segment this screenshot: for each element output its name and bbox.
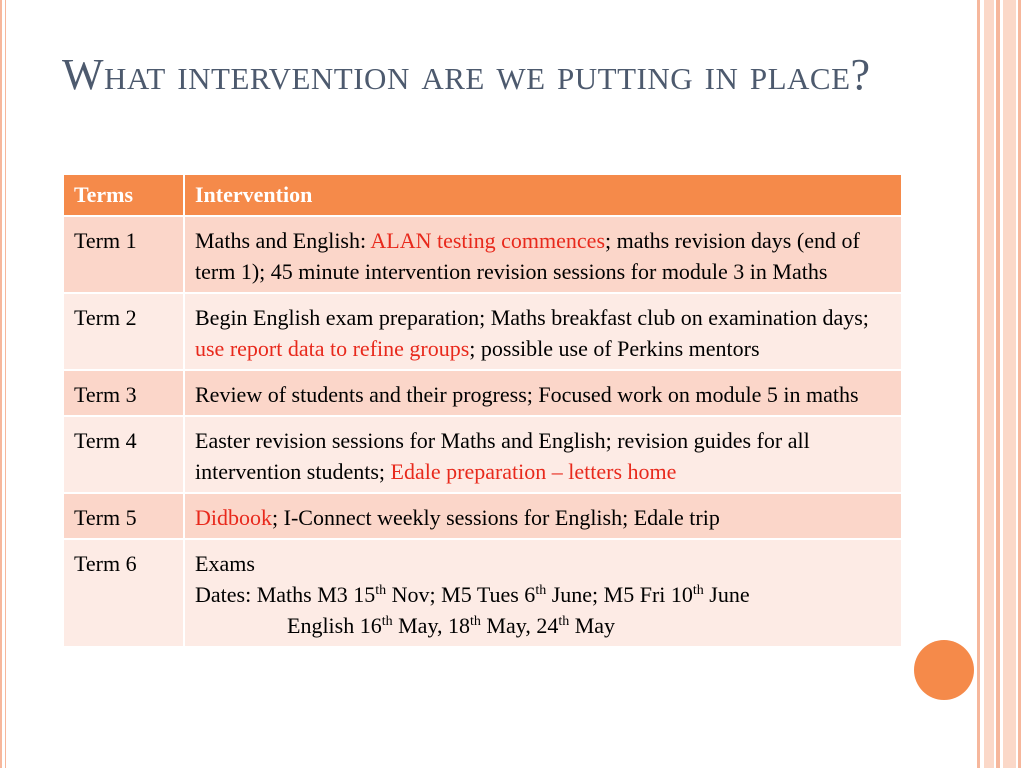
table-row bbox=[64, 493, 901, 539]
text-segment: English 16 bbox=[287, 613, 382, 638]
term-cell: Term 1 bbox=[64, 216, 184, 293]
text-segment: ; maths revision days (end of term 1); 45 minute intervention revision sessions for module 3 in Maths bbox=[195, 228, 860, 284]
text-segment: Dates: Maths M3 15 bbox=[195, 582, 376, 607]
right-stripe bbox=[996, 0, 1000, 768]
text-segment: ; possible use of Perkins mentors bbox=[469, 336, 760, 361]
table-row bbox=[64, 216, 901, 293]
term-cell: Term 5 bbox=[64, 493, 184, 539]
intervention-cell bbox=[184, 293, 901, 370]
right-stripe bbox=[1003, 0, 1016, 768]
highlighted-text: ALAN testing commences bbox=[370, 228, 605, 253]
term-cell: Term 6 bbox=[64, 539, 184, 646]
ordinal-suffix: th bbox=[558, 614, 570, 629]
text-segment: May, 24 bbox=[480, 613, 559, 638]
intervention-cell bbox=[184, 493, 901, 539]
highlighted-text: Edale preparation – letters home bbox=[390, 459, 677, 484]
text-segment: June; M5 Fri 10 bbox=[546, 582, 693, 607]
left-border-rule-inner bbox=[5, 0, 6, 768]
text-segment: Review of students and their progress; Focused work on module 5 in maths bbox=[195, 382, 859, 407]
text-segment: Begin English exam preparation; Maths breakfast club on examination days; bbox=[195, 305, 869, 330]
right-stripe bbox=[1018, 0, 1021, 768]
intervention-cell bbox=[184, 416, 901, 493]
table-header-row bbox=[64, 174, 901, 216]
term-cell: Term 3 bbox=[64, 370, 184, 416]
right-stripe bbox=[977, 0, 980, 768]
decorative-circle bbox=[914, 640, 974, 700]
ordinal-suffix: th bbox=[470, 614, 481, 629]
text-segment: June bbox=[703, 582, 750, 607]
table-row bbox=[64, 293, 901, 370]
table-row bbox=[64, 416, 901, 493]
intervention-cell bbox=[184, 216, 901, 293]
ordinal-suffix: th bbox=[381, 614, 393, 629]
intervention-cell bbox=[184, 539, 901, 646]
header-terms: Terms bbox=[64, 174, 184, 216]
ordinal-suffix: th bbox=[535, 583, 547, 598]
highlighted-text: use report data to refine groups bbox=[195, 336, 470, 361]
text-segment: Easter revision sessions for Maths and English; revision guides for all intervention students; bbox=[195, 428, 810, 484]
exams-heading: Exams bbox=[195, 551, 255, 576]
left-border-rule bbox=[0, 0, 2, 768]
table-row bbox=[64, 370, 901, 416]
ordinal-suffix: th bbox=[375, 583, 387, 598]
slide-title: What intervention are we putting in place? bbox=[62, 50, 871, 99]
text-segment: May, 18 bbox=[392, 613, 471, 638]
text-segment: May bbox=[569, 613, 616, 638]
intervention-table bbox=[64, 173, 901, 646]
highlighted-text: Didbook bbox=[195, 505, 272, 530]
text-segment: Maths and English: bbox=[195, 228, 371, 253]
text-segment: ; I-Connect weekly sessions for English; Edale trip bbox=[272, 505, 720, 530]
term-cell: Term 2 bbox=[64, 293, 184, 370]
table-row bbox=[64, 539, 901, 646]
text-segment: Nov; M5 Tues 6 bbox=[386, 582, 536, 607]
intervention-cell bbox=[184, 370, 901, 416]
header-intervention: Intervention bbox=[184, 174, 901, 216]
right-stripe bbox=[984, 0, 994, 768]
term-cell: Term 4 bbox=[64, 416, 184, 493]
english-exam-dates bbox=[195, 610, 891, 641]
maths-exam-dates bbox=[195, 579, 891, 610]
ordinal-suffix: th bbox=[692, 583, 704, 598]
